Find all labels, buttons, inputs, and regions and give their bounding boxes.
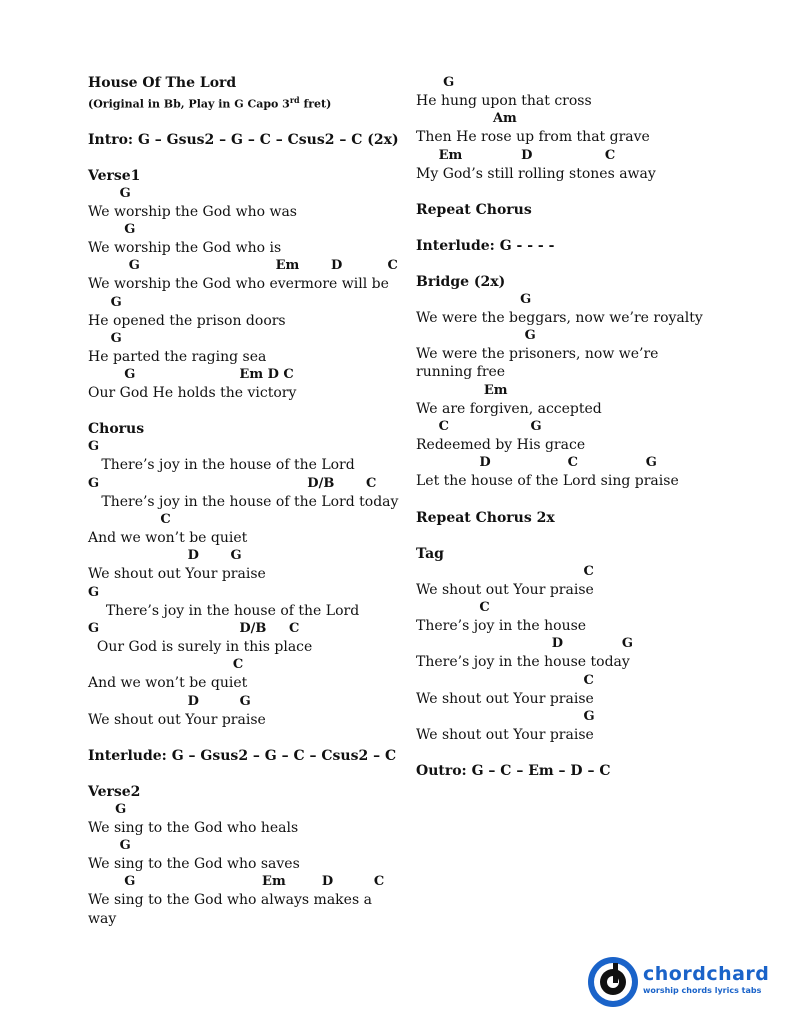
chord-line: D G (88, 693, 251, 709)
chord-line: C G (416, 419, 542, 435)
chord-line: G (88, 439, 100, 455)
chord-line: C (416, 563, 594, 579)
chord-line: Em D C (416, 147, 616, 163)
spacer (416, 527, 716, 545)
spacer (416, 491, 716, 509)
section-heading: Bridge (2x) (416, 273, 506, 290)
lyric-line: We were the prisoners, now we’re running free (416, 346, 663, 381)
song-key-note: (Original in Bb, Play in G Capo 3rd fret) (88, 95, 332, 111)
section-heading: Outro: G – C – Em – D – C (416, 763, 611, 780)
chord-line: G (88, 838, 131, 854)
chord-line: G (88, 584, 100, 600)
lyric-line: We worship the God who is (88, 239, 282, 256)
chordchard-logo-icon (586, 955, 640, 1009)
logo-wordmark: chordchard (643, 963, 770, 985)
lyric-line: He hung upon that cross (416, 93, 592, 109)
chord-line: G (88, 221, 136, 237)
lyric-line: My God’s still rolling stones away (416, 165, 656, 182)
lyric-line: Our God is surely in this place (88, 638, 313, 655)
intro-line: Intro: G – Gsus2 – G – C – Csus2 – C (2x) (88, 131, 399, 148)
spacer (416, 183, 716, 201)
right-column (416, 74, 716, 780)
chord-line: G (416, 75, 455, 90)
left-lyrics (88, 167, 400, 928)
chord-line: G (88, 185, 131, 201)
lyric-line: We were the beggars, now we’re royalty (416, 309, 703, 326)
lyric-line: Let the house of the Lord sing praise (416, 473, 679, 490)
spacer (88, 149, 400, 167)
section-heading: Verse1 (88, 167, 141, 184)
lyric-line: We sing to the God who saves (88, 856, 300, 873)
lyric-line: There’s joy in the house (416, 617, 587, 634)
lyric-line: We shout out Your praise (416, 726, 594, 743)
song-title: House Of The Lord (88, 75, 237, 91)
chord-line: C (416, 599, 490, 615)
chord-line: G (416, 708, 595, 724)
chord-line: Am (416, 111, 517, 127)
lyric-line: We sing to the God who always makes a way (88, 892, 377, 927)
lyric-line: We shout out Your praise (416, 690, 594, 707)
chord-line: G (416, 328, 536, 344)
lyric-line: We worship the God who evermore will be (88, 276, 389, 293)
lyric-line: He parted the raging sea (88, 348, 267, 365)
section-heading: Tag (416, 545, 444, 562)
lyric-line: We worship the God who was (88, 203, 297, 220)
left-column (88, 74, 400, 928)
spacer (416, 219, 716, 237)
chord-line: C (416, 672, 594, 688)
chord-line: G (88, 801, 127, 817)
section-heading: Repeat Chorus (416, 201, 532, 218)
chord-line: G Em D C (88, 367, 294, 383)
chord-line: G Em D C (88, 874, 385, 890)
lyric-line: And we won’t be quiet (88, 530, 248, 547)
chord-line: G (88, 294, 122, 310)
lyric-line: There’s joy in the house of the Lord today (88, 493, 399, 510)
chordchard-logo (586, 955, 770, 1011)
lyric-line: Then He rose up from that grave (416, 129, 650, 146)
section-heading: Interlude: G - - - - (416, 237, 555, 254)
chord-line: G D/B C (88, 475, 377, 491)
lyric-line: Our God He holds the victory (88, 385, 297, 402)
chord-line: C (88, 512, 171, 528)
lyric-line: He opened the prison doors (88, 312, 286, 329)
lyric-line: There’s joy in the house today (416, 654, 630, 671)
section-heading: Repeat Chorus 2x (416, 509, 555, 526)
lyric-line: We shout out Your praise (416, 581, 594, 598)
lyric-line: We are forgiven, accepted (416, 400, 602, 417)
spacer (88, 113, 400, 131)
chord-line: D G (88, 548, 242, 564)
chord-line: G (88, 330, 122, 346)
lyric-line: There’s joy in the house of the Lord (88, 602, 360, 619)
chord-line: D C G (416, 455, 657, 471)
chord-line: G (416, 291, 532, 307)
spacer (88, 402, 400, 420)
spacer (416, 255, 716, 273)
lyric-line: And we won’t be quiet (88, 675, 248, 692)
spacer (88, 765, 400, 783)
spacer (88, 729, 400, 747)
section-heading: Chorus (88, 421, 145, 438)
spacer (416, 744, 716, 762)
lyric-line: We shout out Your praise (88, 566, 266, 583)
lyric-line: There’s joy in the house of the Lord (88, 457, 355, 474)
section-heading: Verse2 (88, 783, 141, 800)
chord-line: G D/B C (88, 620, 300, 636)
chord-line: D G (416, 636, 633, 652)
lyric-line: Redeemed by His grace (416, 437, 586, 454)
right-lyrics (416, 74, 716, 780)
chord-line: Em (416, 382, 508, 398)
section-heading: Interlude: G – Gsus2 – G – C – Csus2 – C (88, 747, 397, 764)
chord-line: G Em D C (88, 258, 398, 274)
logo-tagline: worship chords lyrics tabs (643, 986, 762, 995)
lyric-line: We sing to the God who heals (88, 819, 299, 836)
chord-line: C (88, 657, 244, 673)
lyric-line: We shout out Your praise (88, 711, 266, 728)
